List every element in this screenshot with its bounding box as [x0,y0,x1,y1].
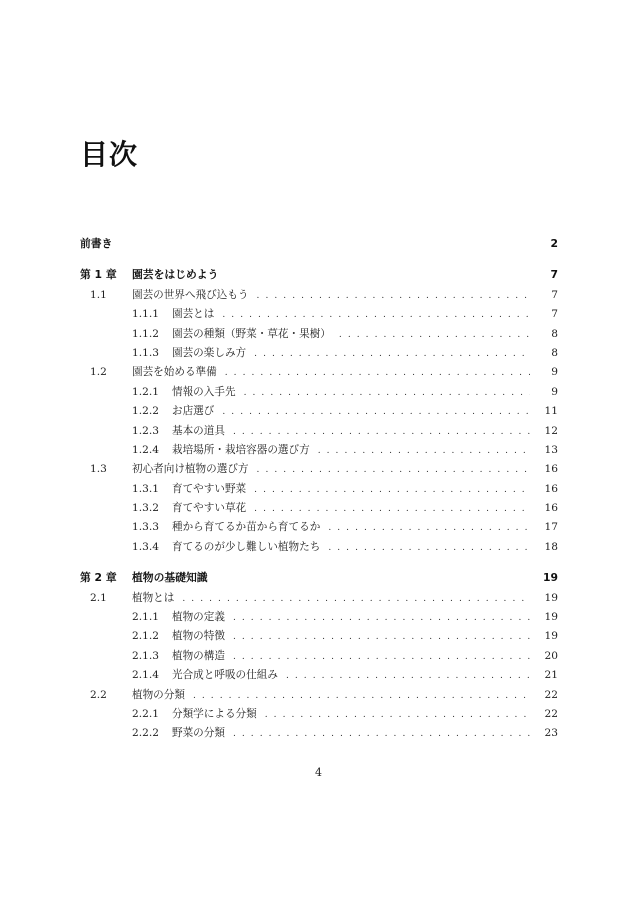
subsection-number: 2.2.1 [132,707,159,720]
toc-entry-subsection[interactable] [80,648,558,667]
dot-leader [233,427,530,437]
subsection-number: 1.3.1 [132,482,159,495]
subsection-number: 2.1.4 [132,669,159,682]
toc-page-number: 23 [544,727,558,740]
subsection-title: 園芸の種類（野菜・草花・果樹） [172,327,331,340]
toc-entry-subsection[interactable] [80,306,558,325]
toc-entry-section[interactable] [80,364,558,383]
subsection-title: 育てるのが少し難しい植物たち [172,540,321,553]
toc-entry-section[interactable] [80,687,558,706]
subsection-title: 植物の定義 [172,611,225,624]
dot-leader [233,729,530,739]
dot-leader [318,446,530,456]
subsection-number: 2.1.2 [132,630,159,643]
chapter-number: 第 1 章 [80,268,117,282]
toc-entry-subsection[interactable] [80,442,558,461]
subsection-title: 情報の入手先 [172,385,236,398]
dot-leader [182,594,530,604]
toc-entry-subsection[interactable] [80,500,558,519]
subsection-number: 1.2.4 [132,443,159,456]
subsection-title: 栽培場所・栽培容器の選び方 [172,443,310,456]
dot-leader [257,465,530,475]
subsection-number: 1.2.3 [132,424,159,437]
subsection-title: 園芸の楽しみ方 [172,346,247,359]
subsection-title: 野菜の分類 [172,727,225,740]
subsection-title: 種から育てるか苗から育てるか [172,521,321,534]
subsection-title: 育てやすい野菜 [172,482,247,495]
toc-page-number: 9 [551,366,558,379]
toc-page-number: 11 [544,405,558,418]
toc-entry-subsection[interactable] [80,667,558,686]
chapter-number: 第 2 章 [80,571,117,585]
toc-page-number: 22 [544,707,558,720]
toc-page-number: 13 [544,443,558,456]
subsection-title: 光合成と呼吸の仕組み [172,669,278,682]
subsection-title: 分類学による分類 [172,707,257,720]
dot-leader [225,368,530,378]
toc-preface-label: 前書き [80,237,113,250]
subsection-number: 1.1.3 [132,346,159,359]
subsection-number: 1.2.2 [132,405,159,418]
dot-leader [286,671,530,681]
toc-entry-section[interactable] [80,590,558,609]
subsection-number: 1.3.3 [132,521,159,534]
toc-page-number: 22 [544,688,558,701]
toc-page-number: 19 [544,611,558,624]
dot-leader [233,652,530,662]
chapter-title: 植物の基礎知識 [132,571,208,585]
dot-leader [328,523,530,533]
dot-leader [265,710,530,720]
toc-entry-subsection[interactable] [80,628,558,647]
toc-entry-subsection[interactable] [80,539,558,558]
section-title: 初心者向け植物の選び方 [132,463,249,476]
dot-leader [254,485,530,495]
toc-entry-subsection[interactable] [80,326,558,345]
toc-page-number: 2 [550,237,558,250]
toc-entry-subsection[interactable] [80,345,558,364]
toc-page-number: 8 [551,327,558,340]
dot-leader [233,632,530,642]
subsection-title: お店選び [172,405,215,418]
page-number-footer: 4 [315,766,322,779]
section-number: 1.3 [90,463,107,476]
toc-page-number: 16 [544,502,558,515]
section-title: 植物の分類 [132,688,185,701]
subsection-number: 1.3.2 [132,502,159,515]
toc-entry-section[interactable] [80,461,558,480]
dot-leader [339,330,530,340]
toc-entry-subsection[interactable] [80,725,558,744]
subsection-number: 1.3.4 [132,540,159,553]
toc-page-number: 16 [544,482,558,495]
toc-page-number: 7 [550,268,558,282]
toc-entry-subsection[interactable] [80,706,558,725]
subsection-title: 育てやすい草花 [172,502,247,515]
dot-leader [328,543,530,553]
subsection-title: 園芸とは [172,308,215,321]
section-title: 園芸の世界へ飛び込もう [132,288,249,301]
section-title: 園芸を始める準備 [132,366,217,379]
toc-entry-subsection[interactable] [80,403,558,422]
subsection-number: 2.1.3 [132,649,159,662]
dot-leader [244,388,530,398]
chapter-title: 園芸をはじめよう [132,268,219,282]
toc-page-number: 7 [551,308,558,321]
dot-leader [222,407,530,417]
subsection-number: 2.2.2 [132,727,159,740]
toc-page-number: 8 [551,346,558,359]
dot-leader [254,504,530,514]
section-number: 2.1 [90,591,107,604]
page-title: 目次 [80,138,139,171]
dot-leader [257,291,530,301]
subsection-title: 植物の特徴 [172,630,225,643]
toc-page-number: 12 [544,424,558,437]
section-number: 1.1 [90,288,107,301]
toc-page-number: 16 [544,463,558,476]
toc-entry-subsection[interactable] [80,384,558,403]
dot-leader [254,349,530,359]
table-of-contents [80,236,558,745]
toc-entry-subsection[interactable] [80,423,558,442]
toc-entry-chapter[interactable] [80,570,558,589]
toc-page-number: 21 [544,669,558,682]
toc-page-number: 19 [544,591,558,604]
toc-entry-section[interactable] [80,287,558,306]
toc-page-number: 17 [544,521,558,534]
dot-leader [222,310,530,320]
toc-page-number: 19 [542,571,558,585]
toc-page-number: 20 [544,649,558,662]
toc-entry-chapter[interactable] [80,267,558,286]
section-number: 2.2 [90,688,107,701]
dot-leader [233,613,530,623]
subsection-number: 2.1.1 [132,611,159,624]
subsection-number: 1.1.1 [132,308,159,321]
toc-entry-preface[interactable] [80,236,558,255]
toc-page-number: 18 [544,540,558,553]
toc-entry-subsection[interactable] [80,519,558,538]
subsection-number: 1.2.1 [132,385,159,398]
toc-page-number: 7 [551,288,558,301]
subsection-title: 植物の構造 [172,649,225,662]
section-number: 1.2 [90,366,107,379]
dot-leader [193,691,530,701]
subsection-title: 基本の道具 [172,424,225,437]
toc-entry-subsection[interactable] [80,609,558,628]
toc-entry-subsection[interactable] [80,481,558,500]
toc-page-number: 19 [544,630,558,643]
toc-page-number: 9 [551,385,558,398]
subsection-number: 1.1.2 [132,327,159,340]
section-title: 植物とは [132,591,175,604]
